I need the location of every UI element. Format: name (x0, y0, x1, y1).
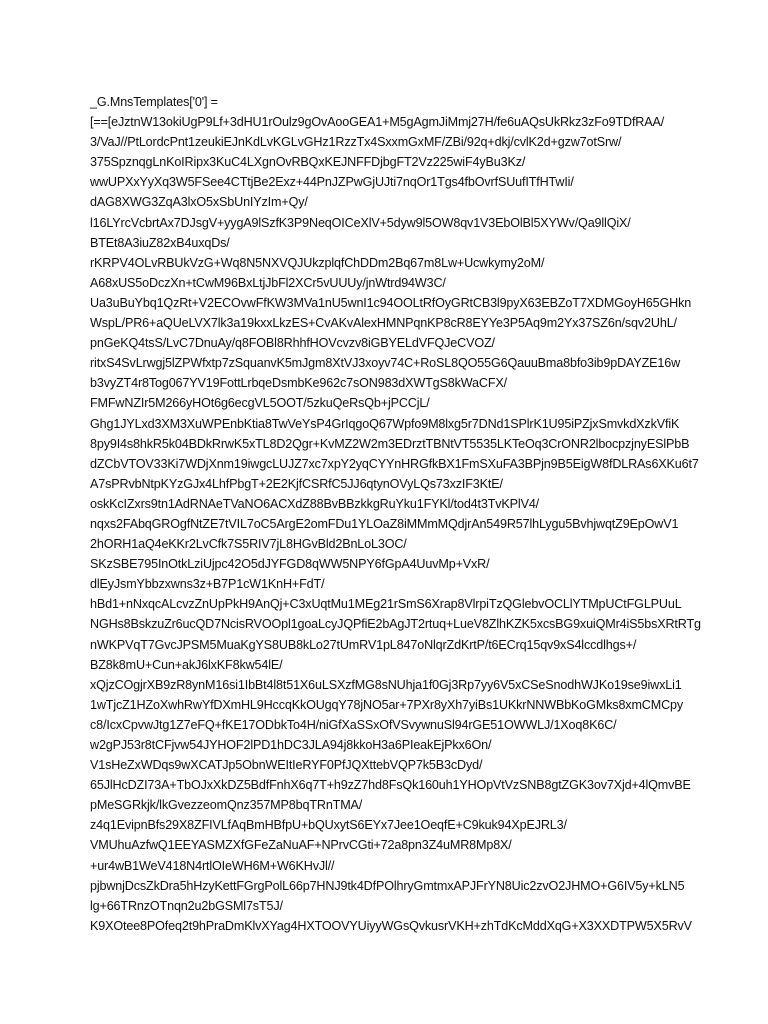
text-line-8: BTEt8A3iuZ82xB4uxqDs/ (90, 235, 230, 250)
text-line-17: Ghg1JYLxd3XM3XuWPEnbKtia8TwVeYsP4GrIqgoQ67Wpfo9M8lxg5r7DNd1SPlrK1U95iPZjxSmvkdXzkVfiK (90, 416, 680, 431)
text-line-36: pMeSGRkjk/lkGvezzeomQnz357MP8bqTRnTMA/ (90, 798, 363, 813)
text-line-15: b3vyZT4r8Tog067YV19FottLrbqeDsmbKe962c7sON983dXWTgS8kWaCFX/ (90, 376, 507, 391)
text-line-25: dlEyJsmYbbzxwns3z+B7P1cW1KnH+FdT/ (90, 577, 325, 592)
text-line-9: rKRPV4OLvRBUkVzG+Wq8N5NXVQJUkzplqfChDDm2Bq67m8Lw+Ucwkymy2oM/ (90, 255, 545, 270)
text-line-42: K9XOtee8POfeq2t9hPraDmKlvXYag4HXTOOVYUiyyWGsQvkusrVKH+zhTdKcMddXqG+X3XXDTPW5X5RvV (90, 918, 692, 933)
text-line-24: SKzSBE795InOtkLziUjpc42O5dJYFGD8qWW5NPY6fGpA4UuvMp+VxR/ (90, 557, 490, 572)
text-line-6: dAG8XWG3ZqA3lxO5xSbUnIYzIm+Qy/ (90, 195, 308, 210)
text-line-27: NGHs8BskzuZr6ucQD7NcisRVOOpl1goaLcyJQPfiE2bAgJT2rtuq+LueV8ZlhKZK5xcsBG9xuiQMr4iS5bsXRtRTg (90, 617, 701, 632)
text-line-23: 2hORH1aQ4eKKr2LvCfk7S5RIV7jL8HGvBld2BnLoL3OC/ (90, 537, 407, 552)
text-line-21: oskKcIZxrs9tn1AdRNAeTVaNO6ACXdZ88BvBBzkkgRuYku1FYKl/tod4t3TvKPlV4/ (90, 496, 540, 511)
text-line-41: lg+66TRnzOTnqn2u2bGSMl7sT5J/ (90, 898, 283, 913)
text-line-33: w2gPJ53r8tCFjvw54JYHOF2lPD1hDC3JLA94j8kkoH3a6PIeakEjPkx6On/ (90, 738, 492, 752)
text-line-37: z4q1EvipnBfs29X8ZFIVLfAqBmHBfpU+bQUxytS6EYx7Jee1OeqfE+C9kuk94XpEJRL3/ (90, 818, 567, 833)
text-line-38: VMUhuAzfwQ1EEYASMZXfGFeZaNuAF+NPrvCGti+72a8pn3Z4uMR8Mp8X/ (90, 838, 512, 853)
text-line-30: xQjzCOgjrXB9zR8ynM16si1IbBt4l8t51X6uLSXzfMG8sNUhja1f0Gj3Rp7yy6V5xCSeSnodhWJKo19se9iwxLi1 (90, 677, 682, 692)
text-line-19: dZCbVTOV33Ki7WDjXnm19iwgcLUJZ7xc7xpY2yqCYYnHRGfkBX1FmSXuFA3BPjn9B5EigW8fDLRAs6XKu6t7 (90, 456, 699, 471)
text-line-34: V1sHeZxWDqs9wXCATJp5ObnWEItIeRYF0PfJQXttebVQP7k5B3cDyd/ (90, 758, 483, 773)
text-line-4: 375SpznqgLnKoIRipx3KuC4LXgnOvRBQxKEJNFFDjbgFT2Vz225wiF4yBu3Kz/ (90, 155, 526, 170)
text-line-5: wwUPXxYyXq3W5FSee4CTtjBe2Exz+44PnJZPwGjUJti7nqOr1Tgs4fbOvrfSUufITfHTwIi/ (90, 175, 574, 190)
text-line-16: FMFwNZIr5M266yHOt6g6ecgVL5OOT/5zkuQeRsQb+jPCCjL/ (90, 396, 430, 411)
text-line-31: 1wTjcZ1HZoXwhRwYfDXmHL9HccqKkOUgqY78jNO5ar+7PXr8yXh7yiBs1UKkrNNWBbKoGMks8xmCMCpy (90, 697, 684, 712)
text-line-2: [==[eJztnW13okiUgP9Lf+3dHU1rOulz9gOvAooGEA1+M5gAgmJiMmj27H/fe6uAQsUkRkz3zFo9TDfRAA/ (90, 115, 665, 130)
text-line-29: BZ8k8mU+Cun+akJ6lxKF8kw54lE/ (90, 657, 283, 672)
text-line-7: l16LYrcVcbrtAx7DJsgV+yygA9lSzfK3P9NeqOICeXlV+5dyw9l5OW8qv1V3EbOlBl5XYWv/Qa9llQiX/ (90, 215, 631, 230)
text-line-40: pjbwnjDcsZkDra5hHzyKettFGrgPolL66p7HNJ9tk4DfPOlhryGmtmxAPJFrYN8Uic2zvO2JHMO+G6IV5y+kLN5 (90, 878, 685, 893)
text-line-14: ritxS4SvLrwgj5lZPWfxtp7zSquanvK5mJgm8XtVJ3xoyv74C+RoSL8QO55G6QauuBma8bfo3ib9pDAYZE16w (90, 356, 681, 371)
text-line-28: nWKPVqT7GvcJPSM5MuaKgYS8UB8kLo27tUmRV1pL847oNlqrZdKrtP/t6ECrq15qv9xS4lccdlhgs+/ (90, 637, 637, 652)
text-line-11: Ua3uBuYbq1QzRt+V2ECOvwFfKW3MVa1nU5wnI1c94OOLtRfOyGRtCB3l9pyX63EBZoT7XDMGoyH65GHkn (90, 295, 692, 310)
text-line-32: c8/IcxCpvwJtg1Z7eFQ+fKE17ODbkTo4H/niGfXaSSxOfVSvywnuSl94rGE51OWWLJ/1Xoq8K6C/ (90, 717, 617, 732)
text-line-26: hBd1+nNxqcALcvzZnUpPkH9AnQj+C3xUqtMu1MEg21rSmS6Xrap8VlrpiTzQGlebvOCLlYTMpUCtFGLPUuL (90, 597, 682, 612)
text-line-20: A7sPRvbNtpKYzGJx4LhfPbgT+2E2KjfCSRfC5JJ6qtynOVyLQs73xzIF3KtE/ (90, 476, 503, 491)
text-line-13: pnGeKQ4tsS/LvC7DnuAy/q8FOBl8RhhfHOVcvzv8iGBYELdVFQJeCVOZ/ (90, 336, 495, 351)
text-line-3: 3/VaJ//PtLordcPnt1zeukiEJnKdLvKGLvGHz1RzzTx4SxxmGxMF/ZBi/92q+dkj/cvlK2d+gzw7otSrw/ (90, 135, 622, 150)
text-line-10: A68xUS5oDczXn+tCwM96BxLtjJbFl2XCr5vUUUy/jnWtrd94W3C/ (90, 275, 446, 290)
text-line-18: 8py9I4s8hkR5k04BDkRrwK5xTL8D2Qgr+KvMZ2W2m3EDrztTBNtVT5535LKTeOq3CrONR2lbocpzjnyESlPbB (90, 436, 690, 451)
text-line-39: +ur4wB1WeV418N4rtlOIeWH6M+W6KHvJl// (90, 858, 335, 873)
text-line-12: WspL/PR6+aQUeLVX7lk3a19kxxLkzES+CvAKvAlexHMNPqnKP8cR8EYYe3P5Aq9m2Yx37SZ6n/sqv2UhL/ (90, 316, 677, 331)
text-line-35: 65JlHcDZI73A+TbOJxXkDZ5BdfFnhX6q7T+h9zZ7hd8FsQk160uh1YHOpVtVzSNB8gtZGK3ov7Xjd+4lQmvBE (90, 778, 691, 793)
text-line-1: _G.MnsTemplates['0'] = (90, 95, 218, 109)
text-line-22: nqxs2FAbqGROgfNtZE7tVIL7oC5ArgE2omFDu1YLOaZ8iMMmMQdjrAn549R57lhLygu5BvhjwqtZ9EpOwV1 (90, 516, 679, 531)
document-page (90, 92, 701, 936)
